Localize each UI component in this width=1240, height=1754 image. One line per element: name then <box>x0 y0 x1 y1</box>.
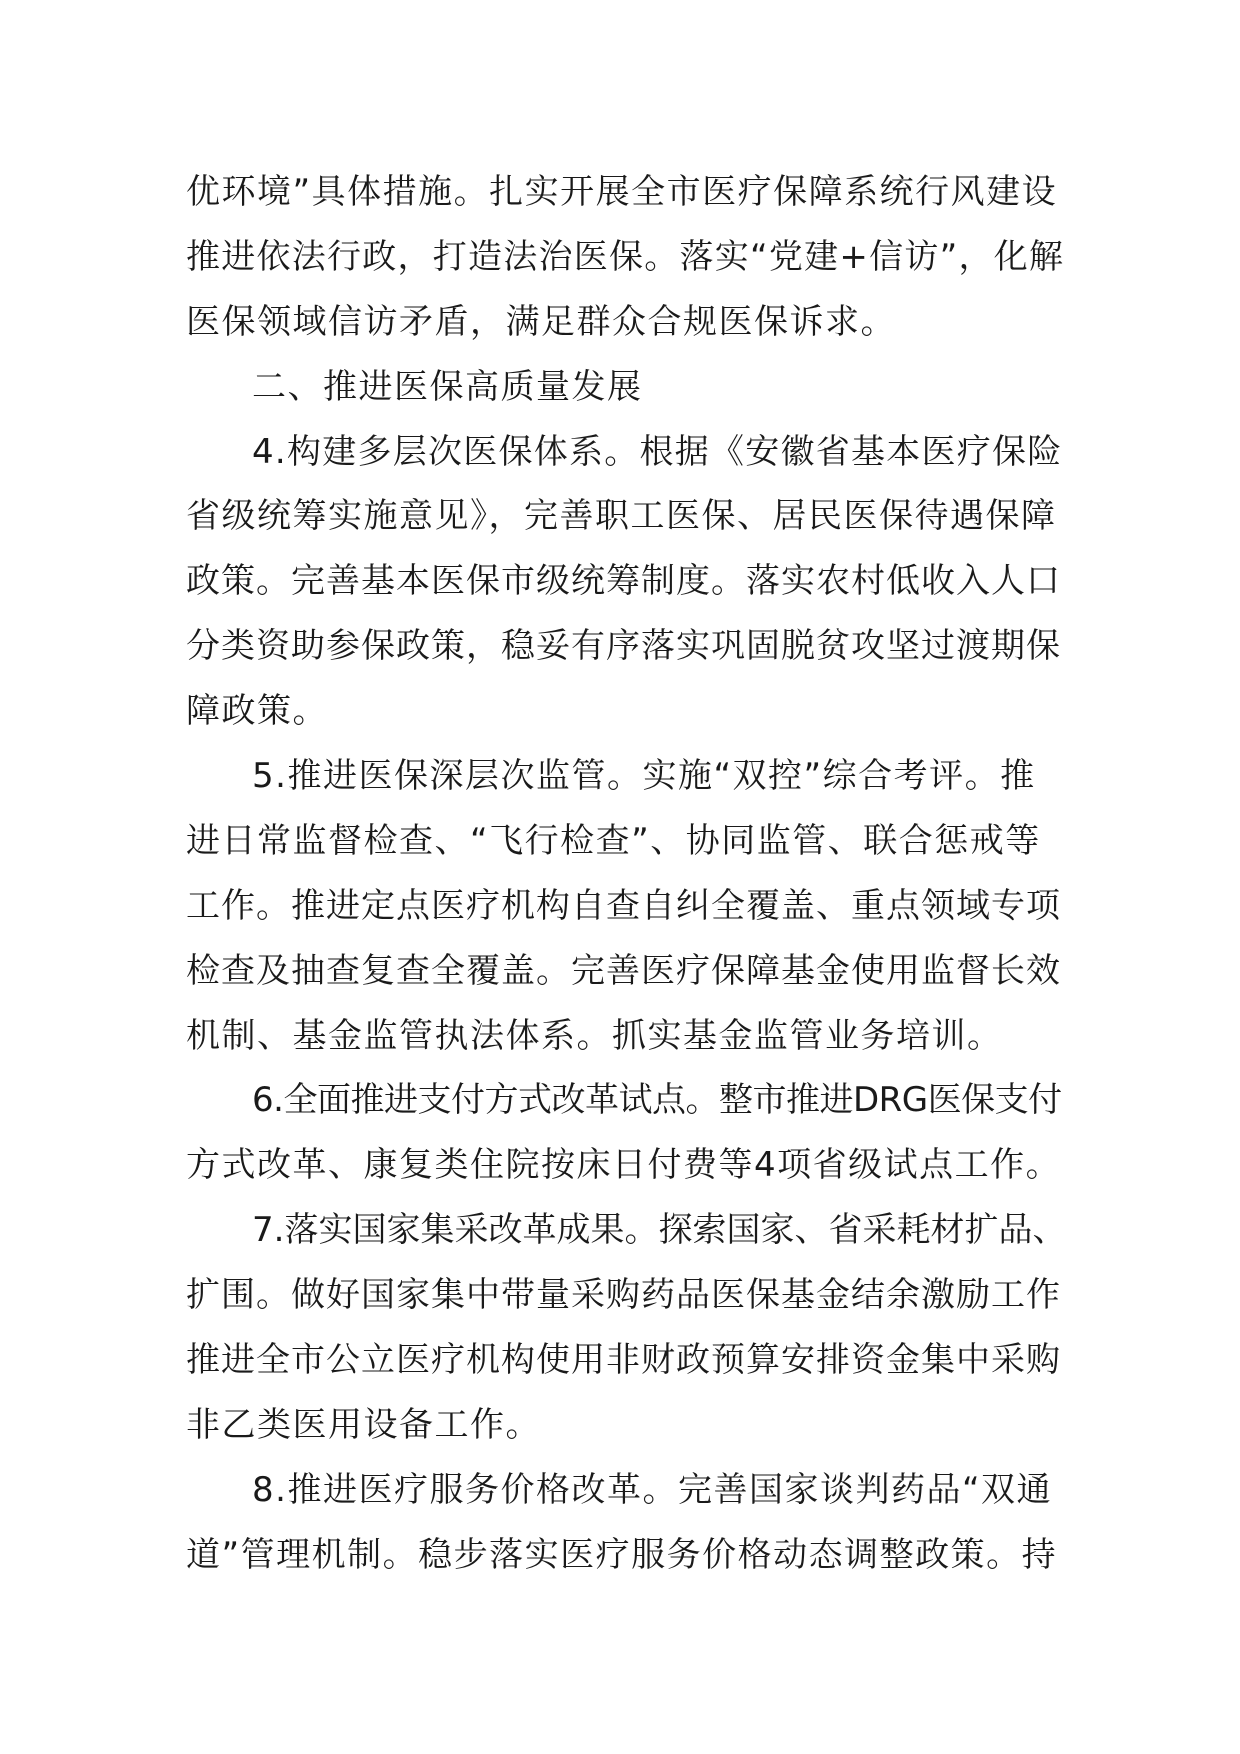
text-line: 机制、基金监管执法体系。抓实基金监管业务培训。 <box>186 1015 1003 1056</box>
text-line: 医保领域信访矛盾，满足群众合规医保诉求。 <box>186 301 896 342</box>
document-body <box>186 160 1066 1588</box>
text-line: 推进依法行政，打造法治医保。落实“党建+信访”，化解 <box>186 236 1065 277</box>
text-line: 扩围。做好国家集中带量采购药品医保基金结余激励工作 <box>186 1275 1061 1316</box>
text-line: 道”管理机制。稳步落实医疗服务价格动态调整政策。持 <box>186 1534 1058 1575</box>
item-5-first-line: 5.推进医保深层次监管。实施“双控”综合考评。推 <box>252 756 1036 797</box>
text-line: 方式改革、康复类住院按床日付费等4项省级试点工作。 <box>186 1145 1062 1186</box>
text-line: 非乙类医用设备工作。 <box>186 1404 541 1445</box>
item-6-first-line: 6.全面推进支付方式改革试点。整市推进DRG医保支付 <box>252 1080 1062 1121</box>
text-line: 工作。推进定点医疗机构自查自纠全覆盖、重点领域专项 <box>186 885 1061 926</box>
text-line: 进日常监督检查、“飞行检查”、协同监管、联合惩戒等 <box>186 820 1041 861</box>
text-line: 分类资助参保政策，稳妥有序落实巩固脱贫攻坚过渡期保 <box>186 626 1061 667</box>
text-line: 障政策。 <box>186 691 328 732</box>
text-line: 推进全市公立医疗机构使用非财政预算安排资金集中采购 <box>186 1340 1061 1381</box>
text-line: 检查及抽查复查全覆盖。完善医疗保障基金使用监督长效 <box>186 950 1061 991</box>
item-4-first-line: 4.构建多层次医保体系。根据《安徽省基本医疗保险 <box>252 431 1063 472</box>
item-7-first-line: 7.落实国家集采改革成果。探索国家、省采耗材扩品、 <box>252 1210 1067 1251</box>
section-heading: 二、推进医保高质量发展 <box>252 366 643 407</box>
text-line: 优环境”具体措施。扎实开展全市医疗保障系统行风建设 <box>186 172 1058 212</box>
text-line: 省级统筹实施意见》，完善职工医保、居民医保待遇保障 <box>186 496 1057 537</box>
item-8-first-line: 8.推进医疗服务价格改革。完善国家谈判药品“双通 <box>252 1469 1053 1510</box>
text-line: 政策。完善基本医保市级统筹制度。落实农村低收入人口 <box>186 561 1061 602</box>
